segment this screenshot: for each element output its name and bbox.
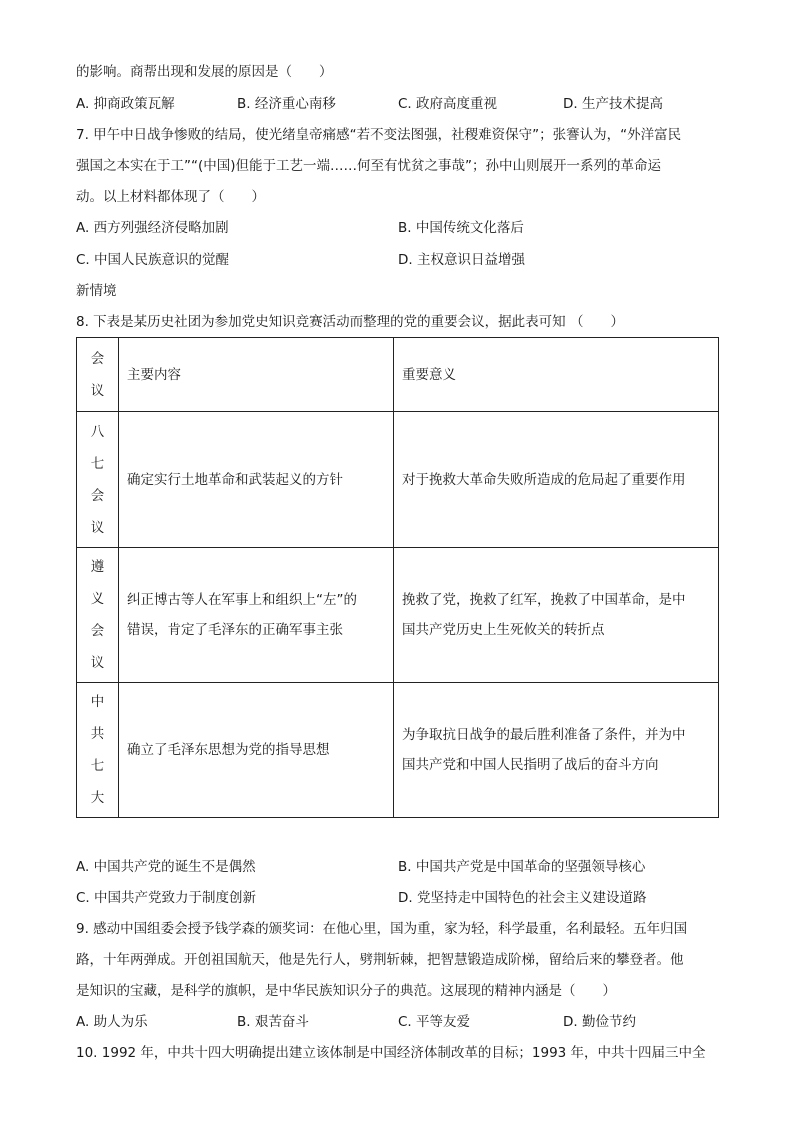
q8-option-a[interactable]: A. 中国共产党的诞生不是偶然 xyxy=(76,859,256,875)
table-row xyxy=(77,412,719,548)
table-row xyxy=(77,683,719,818)
q8-option-b[interactable]: B. 中国共产党是中国革命的坚强领导核心 xyxy=(398,859,646,875)
q9-option-c[interactable]: C. 平等友爱 xyxy=(398,1014,471,1030)
q7-option-a[interactable]: A. 西方列强经济侵略加剧 xyxy=(76,220,229,236)
meeting-content: 确立了毛泽东思想为党的指导思想 xyxy=(119,683,394,818)
q7-stem-line-3: 动。以上材料都体现了（ ） xyxy=(76,189,265,205)
q9-stem-line-1: 9. 感动中国组委会授予钱学森的颁奖词：在他心里，国为重，家为轻，科学最重，名利最轻。五年归国 xyxy=(76,921,688,937)
meetings-table xyxy=(76,337,719,818)
meeting-name: 遵义会议 xyxy=(77,548,119,683)
section-label: 新情境 xyxy=(76,283,117,299)
q9-stem-line-2: 路，十年两弹成。开创祖国航天，他是先行人，劈荆斩棘，把智慧锻造成阶梯，留给后来的攀登者。他 xyxy=(76,952,684,968)
q6-stem-tail: 的影响。商帮出现和发展的原因是（ ） xyxy=(76,64,333,80)
q6-option-b[interactable]: B. 经济重心南移 xyxy=(237,96,336,112)
q8-option-d[interactable]: D. 党坚持走中国特色的社会主义建设道路 xyxy=(398,890,647,906)
header-content: 主要内容 xyxy=(119,338,394,412)
q8-stem: 8. 下表是某历史社团为参加党史知识竞赛活动而整理的党的重要会议，据此表可知 （ ） xyxy=(76,314,624,330)
q7-option-c[interactable]: C. 中国人民族意识的觉醒 xyxy=(76,252,230,268)
meeting-content: 纠正博古等人在军事上和组织上“左”的 错误，肯定了毛泽东的正确军事主张 xyxy=(119,548,394,683)
q6-option-a[interactable]: A. 抑商政策瓦解 xyxy=(76,96,175,112)
header-significance: 重要意义 xyxy=(394,338,719,412)
meeting-significance: 为争取抗日战争的最后胜利准备了条件，并为中 国共产党和中国人民指明了战后的奋斗方向 xyxy=(394,683,719,818)
q9-stem-line-3: 是知识的宝藏，是科学的旗帜，是中华民族知识分子的典范。这展现的精神内涵是（ ） xyxy=(76,983,616,999)
q9-option-a[interactable]: A. 助人为乐 xyxy=(76,1014,148,1030)
q9-option-d[interactable]: D. 勤俭节约 xyxy=(563,1014,636,1030)
q7-option-b[interactable]: B. 中国传统文化落后 xyxy=(398,220,524,236)
q7-option-d[interactable]: D. 主权意识日益增强 xyxy=(398,252,525,268)
q6-option-c[interactable]: C. 政府高度重视 xyxy=(398,96,498,112)
meeting-significance: 挽救了党，挽救了红军，挽救了中国革命，是中 国共产党历史上生死攸关的转折点 xyxy=(394,548,719,683)
q10-stem-line-1: 10. 1992 年，中共十四大明确提出建立该体制是中国经济体制改革的目标；1993 年，中共十四届三中全 xyxy=(76,1045,706,1061)
q6-option-d[interactable]: D. 生产技术提高 xyxy=(563,96,663,112)
q7-stem-line-1: 7. 甲午中日战争惨败的结局，使光绪皇帝痛感“若不变法图强，社稷难资保守”；张謇认为，“外洋富民 xyxy=(76,127,682,143)
q8-option-c[interactable]: C. 中国共产党致力于制度创新 xyxy=(76,890,257,906)
meeting-content: 确定实行土地革命和武装起义的方针 xyxy=(119,412,394,548)
header-meeting: 会议 xyxy=(77,338,119,412)
q7-stem-line-2: 强国之本实在于工”“(中国)但能于工艺一端……何至有忧贫之事哉”；孙中山则展开一系列的革命运 xyxy=(76,158,662,174)
meeting-significance: 对于挽救大革命失败所造成的危局起了重要作用 xyxy=(394,412,719,548)
table-header-row xyxy=(77,338,719,412)
meeting-name: 中共七大 xyxy=(77,683,119,818)
meeting-name: 八七会议 xyxy=(77,412,119,548)
table-row xyxy=(77,548,719,683)
q9-option-b[interactable]: B. 艰苦奋斗 xyxy=(237,1014,309,1030)
